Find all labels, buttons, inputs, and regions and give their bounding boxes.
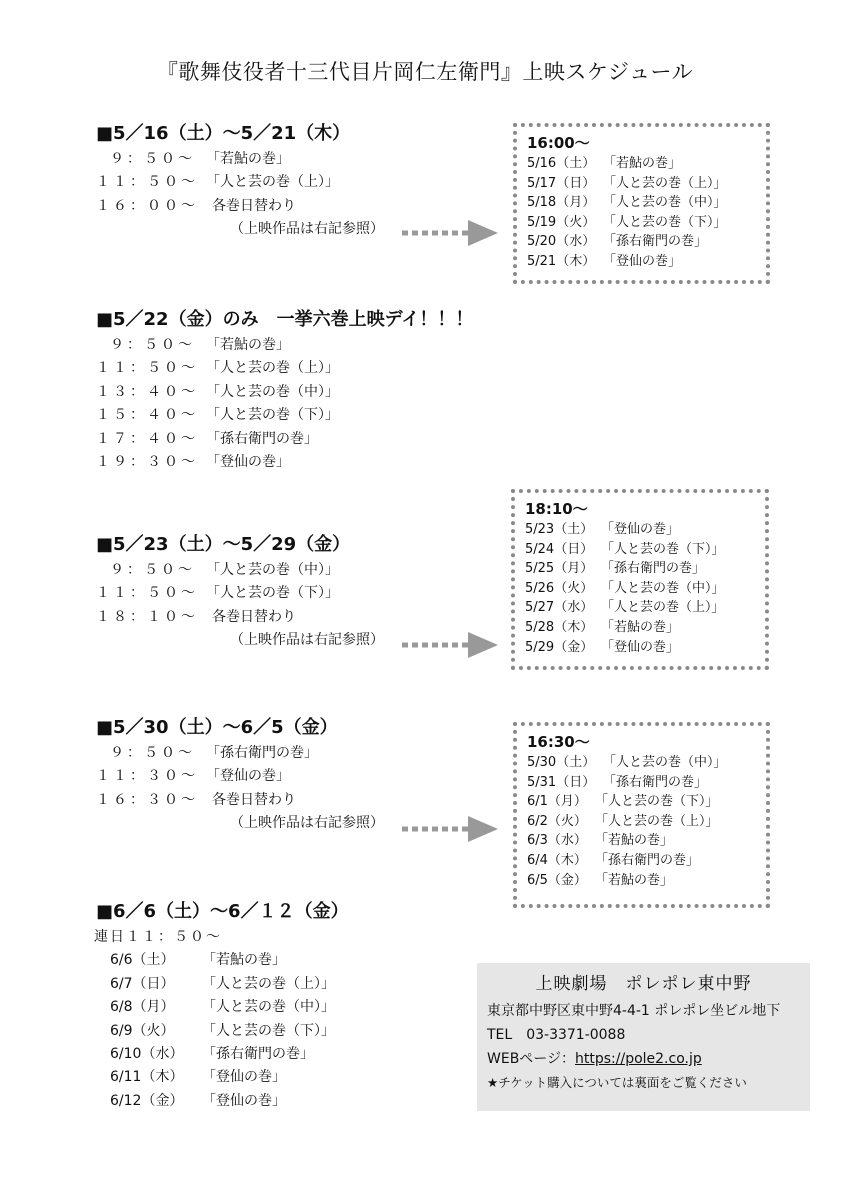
- showtime: １６：３０〜: [96, 791, 198, 808]
- show-date: 6/11（木）: [110, 1069, 184, 1086]
- box-row: [525, 559, 765, 579]
- box-date: 5/19（火）: [527, 214, 596, 230]
- showtime: １１：３０〜: [96, 768, 198, 785]
- box-row: [527, 174, 766, 194]
- show-date: 6/6（土）: [110, 952, 175, 969]
- page-title: 『歌舞伎役者十三代目片岡仁左衛門』上映スケジュール: [156, 60, 694, 84]
- rotation-label: 各巻日替わり: [212, 791, 296, 808]
- box-title: 「孫右衛門の巻」: [601, 561, 706, 577]
- venue-name: 上映劇場 ポレポレ東中野: [535, 974, 752, 994]
- box-date: 5/31（日）: [527, 774, 596, 790]
- daily-showtime: 連日１１：５０〜: [94, 929, 222, 945]
- film-title: 「登仙の巻」: [202, 1069, 286, 1086]
- schedule-section-2: [96, 306, 473, 474]
- schedule-row: [96, 1043, 349, 1066]
- box-title: 「人と芸の巻（中）」: [603, 195, 727, 211]
- box-date: 5/21（木）: [527, 253, 596, 269]
- box-date: 5/25（月）: [525, 561, 594, 577]
- showtime: ９：５０〜: [110, 745, 195, 761]
- box-title: 「人と芸の巻（下）」: [595, 794, 719, 810]
- showtime: １５：４０〜: [96, 407, 198, 424]
- film-title: 「孫右衛門の巻」: [202, 1045, 314, 1062]
- schedule-row: [96, 1090, 349, 1113]
- box-time: 16:30〜: [527, 733, 590, 751]
- box-date: 5/29（金）: [525, 639, 594, 655]
- box-row: [527, 232, 766, 252]
- showtime: ９：５０〜: [110, 151, 195, 167]
- box-date: 6/3（水）: [527, 833, 587, 849]
- film-title: 「若鮎の巻」: [202, 952, 286, 969]
- box-row: [527, 252, 766, 272]
- rotation-schedule-box-1: [513, 123, 770, 284]
- box-row: [527, 871, 766, 891]
- box-row: [527, 792, 766, 812]
- film-title: 「人と芸の巻（下）」: [206, 407, 339, 424]
- box-date: 6/2（火）: [527, 813, 587, 829]
- box-row: [525, 638, 765, 658]
- schedule-row: [96, 606, 384, 629]
- box-title: 「人と芸の巻（中）」: [601, 580, 725, 596]
- schedule-row: [96, 996, 349, 1019]
- box-date: 5/26（火）: [525, 580, 594, 596]
- rotation-schedule-box-3: [513, 722, 770, 908]
- rotation-label: 各巻日替わり: [212, 197, 296, 214]
- schedule-section-3: [96, 531, 384, 653]
- box-row: [525, 579, 765, 599]
- box-time: 18:10〜: [525, 500, 588, 518]
- schedule-row: [96, 404, 473, 427]
- film-title: 「孫右衛門の巻」: [206, 430, 318, 447]
- box-title: 「孫右衛門の巻」: [603, 774, 708, 790]
- section-heading: ■5／22（金）のみ 一挙六巻上映デイ！！！: [96, 309, 474, 330]
- box-title: 「登仙の巻」: [603, 253, 682, 269]
- showtime: １６：００〜: [96, 197, 198, 214]
- box-row: [527, 773, 766, 793]
- schedule-row: [96, 742, 384, 765]
- box-title: 「登仙の巻」: [601, 639, 680, 655]
- box-date: 5/20（水）: [527, 234, 596, 250]
- schedule-row: [96, 381, 473, 404]
- box-row: [527, 213, 766, 233]
- box-row: [525, 540, 765, 560]
- rotation-label: 各巻日替わり: [212, 608, 296, 625]
- schedule-section-5: [96, 898, 349, 1113]
- web-label: WEBページ：: [487, 1051, 576, 1067]
- schedule-section-4: [96, 714, 384, 836]
- box-title: 「若鮎の巻」: [603, 156, 682, 171]
- box-title: 「人と芸の巻（下）」: [603, 214, 727, 230]
- box-row: [525, 520, 765, 540]
- section-heading: ■5／30（土）〜6／5（金）: [96, 717, 338, 738]
- section-heading: ■6／6（土）〜6／１２（金）: [96, 901, 349, 922]
- box-date: 5/24（日）: [525, 541, 594, 557]
- film-title: 「若鮎の巻」: [206, 337, 290, 353]
- ticket-note: ★チケット購入については裏面をご覧ください: [487, 1075, 747, 1090]
- box-date: 6/5（金）: [527, 872, 587, 888]
- venue-web: [487, 1047, 800, 1071]
- show-date: 6/8（月）: [110, 999, 175, 1016]
- film-title: 「若鮎の巻」: [206, 151, 290, 167]
- schedule-row: [96, 973, 349, 996]
- box-title: 「孫右衛門の巻」: [595, 852, 700, 868]
- show-date: 6/10（水）: [110, 1045, 184, 1062]
- schedule-row: [96, 171, 384, 194]
- venue-address: 東京都中野区東中野4-4-1 ポレポレ坐ビル地下: [487, 1003, 781, 1019]
- box-row: [527, 851, 766, 871]
- section-heading: ■5／23（土）〜5／29（金）: [96, 534, 351, 555]
- box-date: 6/4（木）: [527, 852, 587, 868]
- box-title: 「若鮎の巻」: [595, 833, 674, 849]
- box-title: 「若鮎の巻」: [595, 872, 674, 888]
- box-title: 「人と芸の巻（中）」: [603, 755, 727, 770]
- box-title: 「人と芸の巻（上）」: [603, 175, 727, 191]
- film-title: 「人と芸の巻（中）」: [206, 383, 339, 400]
- show-date: 6/12（金）: [110, 1092, 184, 1109]
- rotation-schedule-box-2: [511, 489, 769, 670]
- box-date: 5/30（土）: [527, 755, 596, 770]
- web-link[interactable]: https://pole2.co.jp: [575, 1051, 702, 1067]
- venue-info-box: [477, 963, 810, 1111]
- box-row: [525, 598, 765, 618]
- show-date: 6/7（日）: [110, 975, 175, 992]
- film-title: 「人と芸の巻（中）」: [206, 562, 339, 578]
- rotation-note: （上映作品は右記参照）: [230, 632, 384, 649]
- showtime: １９：３０〜: [96, 453, 198, 470]
- showtime: ９：５０〜: [110, 562, 195, 578]
- box-date: 5/17（日）: [527, 175, 596, 191]
- arrow-right-icon: [400, 630, 500, 660]
- film-title: 「人と芸の巻（上）」: [202, 975, 335, 992]
- schedule-row: [96, 582, 384, 605]
- box-time: 16:00〜: [527, 134, 590, 152]
- schedule-row: [96, 357, 473, 380]
- film-title: 「人と芸の巻（上）」: [206, 360, 339, 377]
- arrow-right-icon: [400, 814, 500, 844]
- schedule-row: [96, 1020, 349, 1043]
- box-date: 5/27（水）: [525, 600, 594, 616]
- box-title: 「若鮎の巻」: [601, 619, 680, 635]
- box-date: 5/28（木）: [525, 619, 594, 635]
- showtime: １８：１０〜: [96, 608, 198, 625]
- showtime: ９：５０〜: [110, 337, 195, 353]
- schedule-section-1: [96, 120, 384, 242]
- film-title: 「登仙の巻」: [206, 768, 290, 785]
- film-title: 「人と芸の巻（上）」: [206, 174, 339, 191]
- box-date: 6/1（月）: [527, 794, 587, 810]
- showtime: １７：４０〜: [96, 430, 198, 447]
- arrow-right-icon: [400, 218, 500, 248]
- schedule-row: [96, 451, 473, 474]
- showtime: １１：５０〜: [96, 585, 198, 602]
- box-title: 「人と芸の巻（上）」: [601, 600, 725, 616]
- film-title: 「登仙の巻」: [206, 453, 290, 470]
- schedule-row: [96, 1066, 349, 1089]
- box-row: [527, 831, 766, 851]
- box-date: 5/23（土）: [525, 522, 594, 537]
- showtime: １１：５０〜: [96, 174, 198, 191]
- box-row: [527, 812, 766, 832]
- schedule-row: [96, 428, 473, 451]
- box-row: [527, 753, 766, 773]
- box-title: 「人と芸の巻（下）」: [601, 541, 725, 557]
- film-title: 「人と芸の巻（下）」: [202, 1022, 335, 1039]
- showtime: １３：４０〜: [96, 383, 198, 400]
- section-heading: ■5／16（土）〜5／21（木）: [96, 123, 351, 144]
- schedule-row: [96, 195, 384, 218]
- box-row: [527, 193, 766, 213]
- film-title: 「登仙の巻」: [202, 1092, 286, 1109]
- box-title: 「登仙の巻」: [601, 522, 680, 537]
- rotation-note: （上映作品は右記参照）: [230, 221, 384, 238]
- film-title: 「人と芸の巻（下）」: [206, 585, 339, 602]
- schedule-row: [96, 765, 384, 788]
- schedule-row: [96, 559, 384, 582]
- schedule-row: [96, 949, 349, 972]
- box-row: [527, 154, 766, 174]
- venue-tel: TEL 03-3371-0088: [487, 1027, 626, 1043]
- schedule-row: [96, 789, 384, 812]
- box-title: 「人と芸の巻（上）」: [595, 813, 719, 829]
- box-date: 5/18（月）: [527, 195, 596, 211]
- schedule-row: [96, 148, 384, 171]
- box-row: [525, 618, 765, 638]
- box-date: 5/16（土）: [527, 156, 596, 171]
- showtime: １１：５０〜: [96, 360, 198, 377]
- schedule-row: [96, 334, 473, 357]
- film-title: 「人と芸の巻（中）」: [202, 999, 335, 1016]
- film-title: 「孫右衛門の巻」: [206, 745, 318, 761]
- show-date: 6/9（火）: [110, 1022, 175, 1039]
- box-title: 「孫右衛門の巻」: [603, 234, 708, 250]
- rotation-note: （上映作品は右記参照）: [230, 815, 384, 832]
